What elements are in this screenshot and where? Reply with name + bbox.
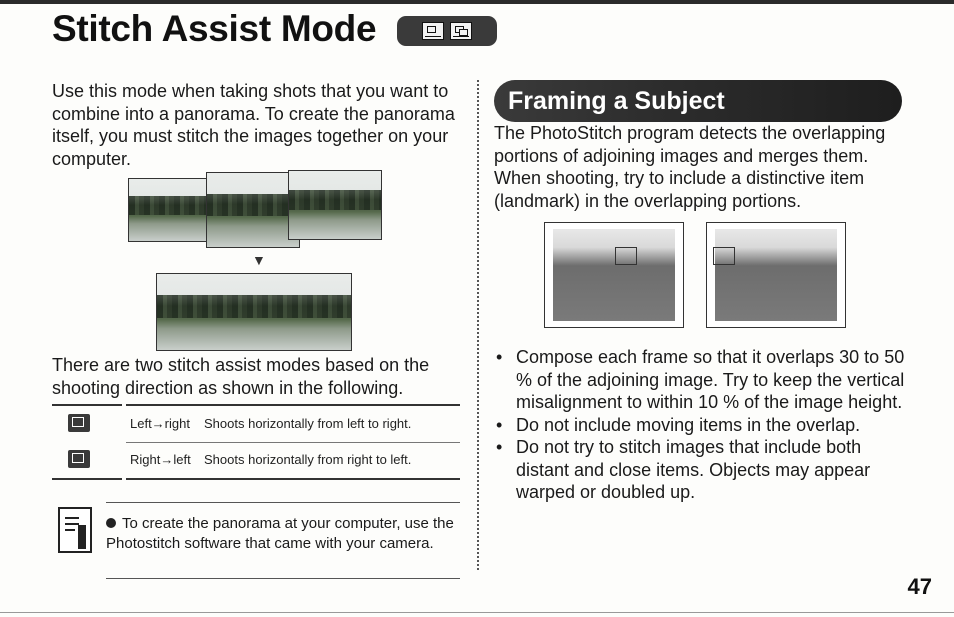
stitched-panorama-photo xyxy=(156,273,352,351)
arrow-down-icon: ▼ xyxy=(252,252,266,268)
overlap-frame-left xyxy=(544,222,684,328)
table-row xyxy=(52,444,460,476)
landmark-marker xyxy=(713,247,735,265)
bullet-icon xyxy=(106,518,116,528)
note-rule xyxy=(106,502,460,503)
page-number: 47 xyxy=(907,574,932,599)
table-rule xyxy=(126,442,460,443)
list-item: • Do not include moving items in the overlap. xyxy=(494,414,906,437)
table-row xyxy=(52,408,460,440)
note-pen-icon xyxy=(58,507,92,553)
stitch-mode-icons xyxy=(397,16,497,46)
stitch-right-left-icon xyxy=(68,450,90,468)
stitch-left-right-icon xyxy=(422,22,444,40)
modes-intro: There are two stitch assist modes based on the shooting direction as shown in the following. xyxy=(52,355,430,398)
stitch-left-right-icon xyxy=(68,414,90,432)
table-rule xyxy=(52,478,122,480)
mode-description: Shoots horizontally from right to left. xyxy=(204,452,412,467)
tips-list xyxy=(494,346,906,504)
column-divider xyxy=(477,80,479,570)
mode-label: Left→right xyxy=(130,416,190,431)
section-heading: Framing a Subject xyxy=(494,80,902,122)
top-rule xyxy=(0,0,954,4)
landmark-marker xyxy=(615,247,637,265)
table-rule xyxy=(52,404,122,406)
intro-paragraph: Use this mode when taking shots that you want to combine into a panorama. To create the panorama itself, you must stitch the images together on your computer. xyxy=(52,81,455,169)
mode-description: Shoots horizontally from left to right. xyxy=(204,416,412,431)
table-rule xyxy=(126,404,460,406)
note-text xyxy=(106,514,462,553)
list-item: • Do not try to stitch images that include both distant and close items. Objects may appear warped or doubled up. xyxy=(494,436,906,504)
table-rule xyxy=(126,478,460,480)
note-rule xyxy=(106,578,460,579)
overlap-frame-right xyxy=(706,222,846,328)
mode-label: Right→left xyxy=(130,452,191,467)
list-item: • Compose each frame so that it overlaps 30 to 50 % of the adjoining image. Try to keep the vertical misalignment to within 10 % of the image height. xyxy=(494,346,906,414)
framing-paragraph: The PhotoStitch program detects the overlapping portions of adjoining images and merges them. When shooting, try to include a distinctive item (landmark) in the overlapping portions. xyxy=(494,123,886,211)
bottom-rule xyxy=(0,612,954,613)
page-title: Stitch Assist Mode xyxy=(52,8,377,49)
note-body: To create the panorama at your computer, use the Photostitch software that came with your camera. xyxy=(106,515,454,552)
stitch-right-left-icon xyxy=(450,22,472,40)
source-photo-2 xyxy=(206,172,300,248)
source-photo-3 xyxy=(288,170,382,240)
